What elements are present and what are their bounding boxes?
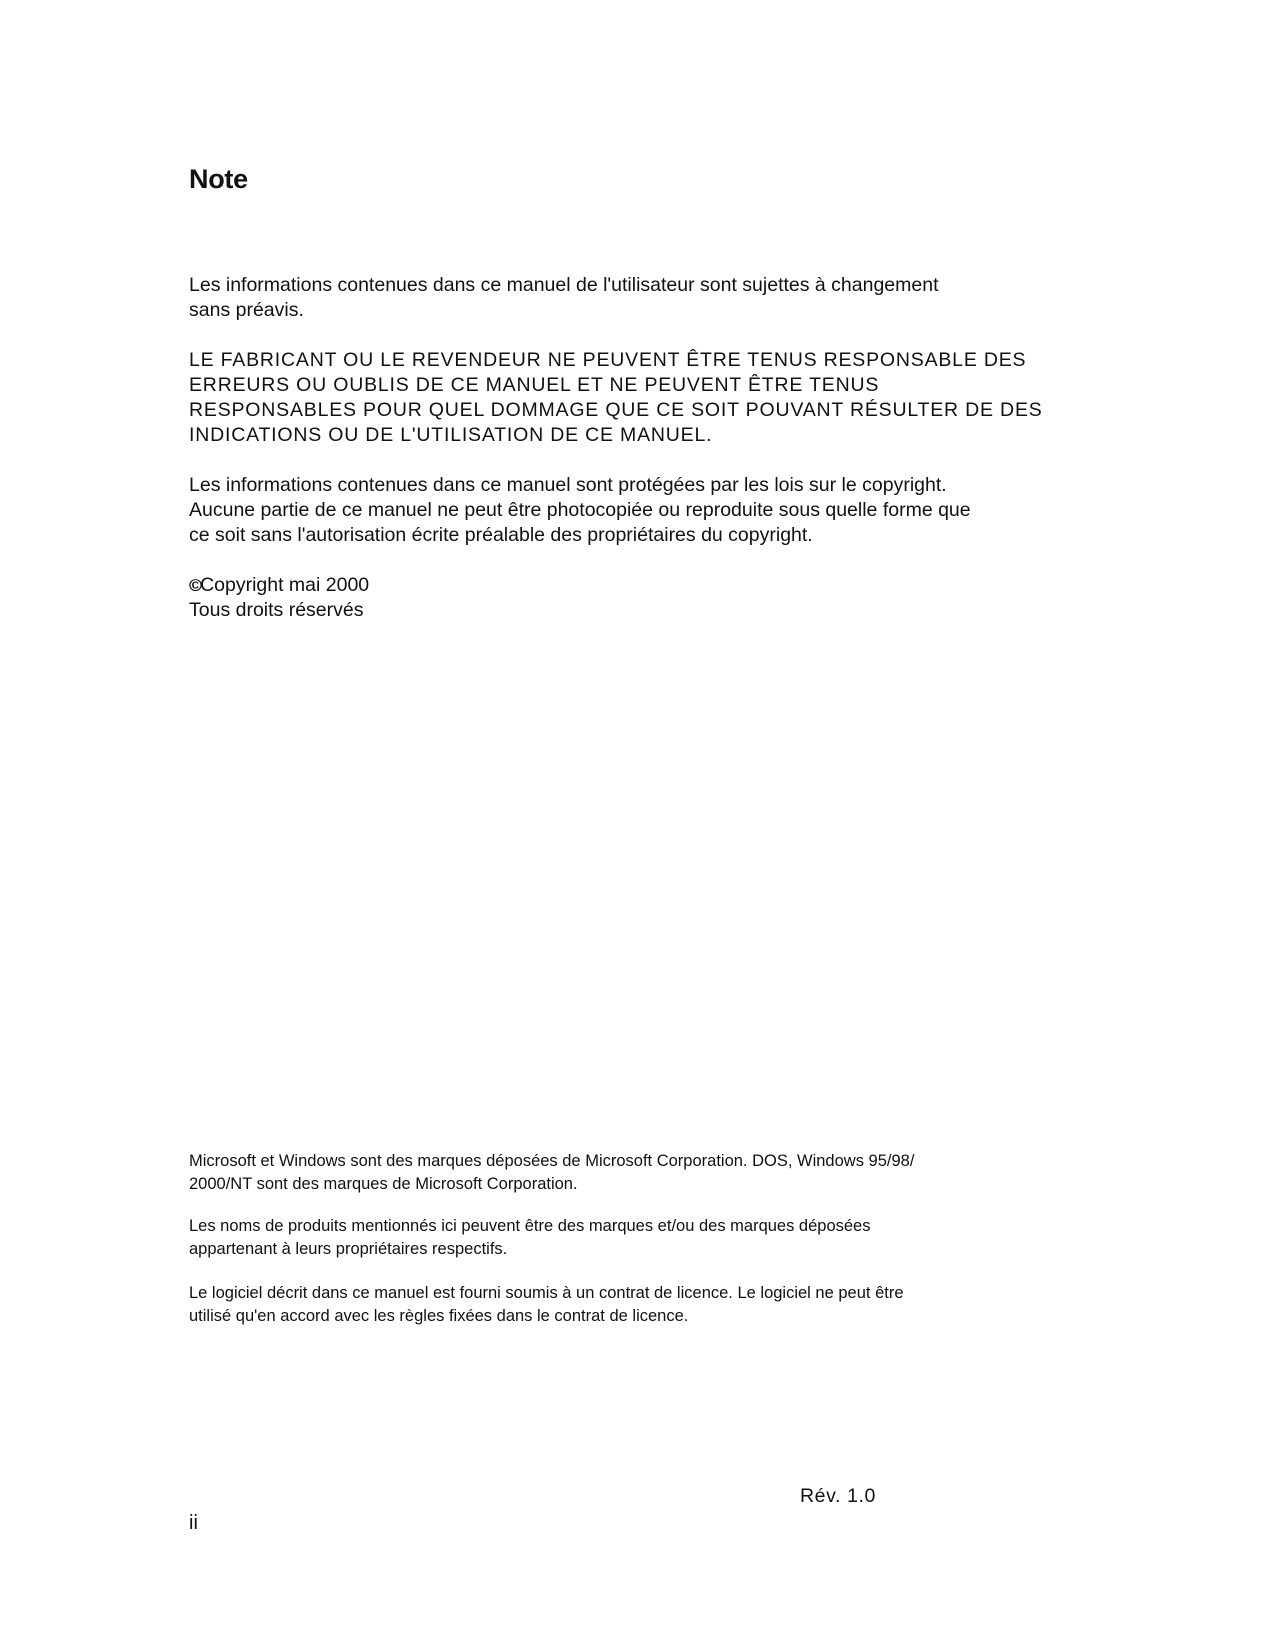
text-line: sans préavis. — [189, 299, 304, 321]
text-line: INDICATIONS OU DE L'UTILISATION DE CE MANUEL. — [189, 424, 713, 446]
product-names-paragraph — [189, 1215, 1049, 1261]
text-line: RESPONSABLES POUR QUEL DOMMAGE QUE CE SOIT POUVANT RÉSULTER DE DES — [189, 399, 1043, 421]
text-line: Le logiciel décrit dans ce manuel est fourni soumis à un contrat de licence. Le logiciel ne peut être — [189, 1284, 904, 1302]
page-number: ii — [189, 1512, 198, 1534]
text-line: ERREURS OU OUBLIS DE CE MANUEL ET NE PEUVENT ÊTRE TENUS — [189, 374, 880, 396]
text-line: LE FABRICANT OU LE REVENDEUR NE PEUVENT ÊTRE TENUS RESPONSABLE DES — [189, 349, 1027, 371]
rights-reserved: Tous droits réservés — [189, 599, 364, 621]
copyright-notice — [189, 573, 1089, 623]
text-line: Les informations contenues dans ce manuel sont protégées par les lois sur le copyright. — [189, 474, 947, 496]
trademark-paragraph — [189, 1150, 1049, 1196]
text-line: 2000/NT sont des marques de Microsoft Corporation. — [189, 1175, 578, 1193]
copyright-date: Copyright mai 2000 — [200, 574, 370, 596]
page-title: Note — [189, 164, 248, 194]
text-line: ce soit sans l'autorisation écrite préalable des propriétaires du copyright. — [189, 524, 813, 546]
text-line: Les noms de produits mentionnés ici peuvent être des marques et/ou des marques déposées — [189, 1217, 871, 1235]
text-line: utilisé qu'en accord avec les règles fixées dans le contrat de licence. — [189, 1307, 689, 1325]
license-paragraph — [189, 1282, 1049, 1328]
copyright-paragraph — [189, 473, 1089, 548]
text-line: appartenant à leurs propriétaires respectifs. — [189, 1240, 508, 1258]
text-line: Aucune partie de ce manuel ne peut être photocopiée ou reproduite sous quelle forme que — [189, 499, 971, 521]
text-line: Microsoft et Windows sont des marques déposées de Microsoft Corporation. DOS, Windows 95/98/ — [189, 1152, 915, 1170]
copyright-line — [189, 573, 1089, 598]
copyright-icon: ©© — [189, 576, 191, 595]
revision-label: Rév. 1.0 — [800, 1485, 876, 1507]
notice-paragraph — [189, 273, 1069, 323]
text-line: Les informations contenues dans ce manuel de l'utilisateur sont sujettes à changement — [189, 274, 939, 296]
liability-paragraph — [189, 348, 1069, 448]
